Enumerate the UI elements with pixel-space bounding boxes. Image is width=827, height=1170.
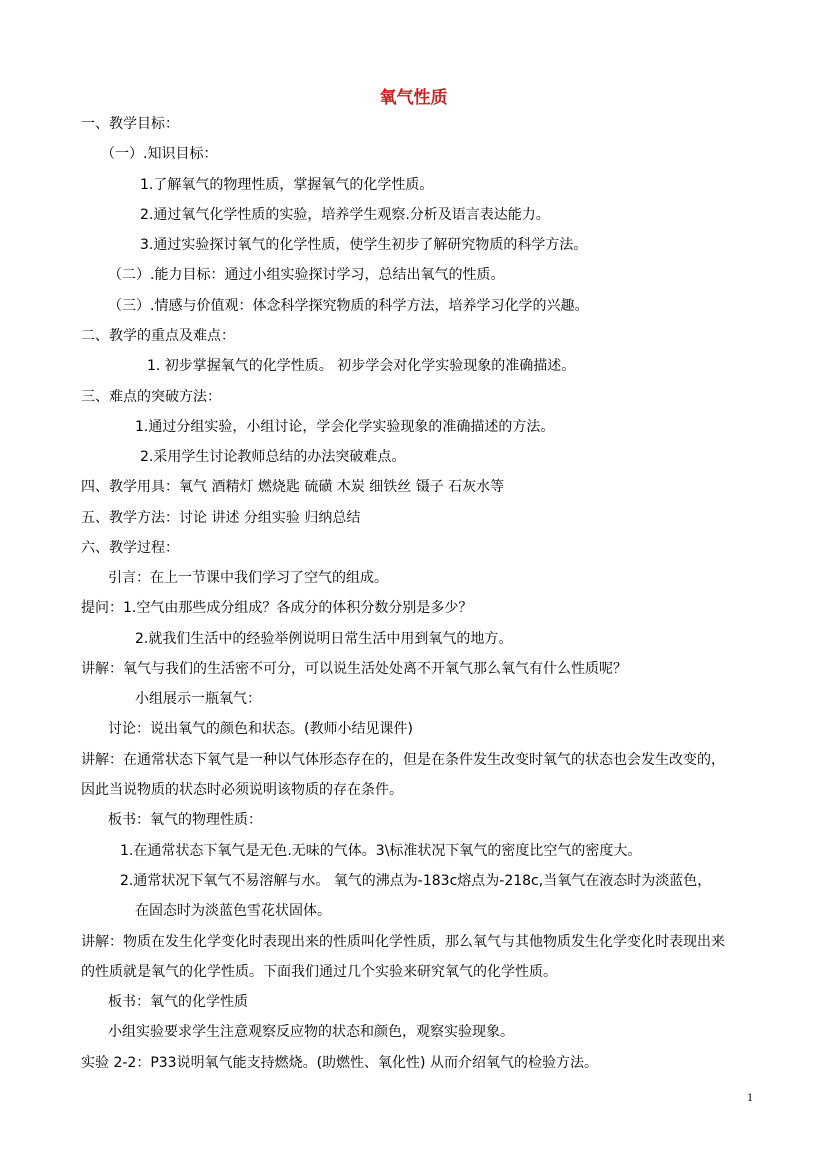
heading-teaching-methods: 五、教学方法：讨论 讲述 分组实验 归纳总结 [81, 510, 361, 526]
paragraph: 板书：氧气的化学性质 [108, 994, 248, 1010]
heading-teaching-process: 六、教学过程： [81, 540, 179, 556]
paragraph: 讲解：氧气与我们的生活密不可分，可以说生活处处离不开氧气那么氧气有什么性质呢？ [81, 661, 627, 677]
page-title: 氧气性质 [379, 88, 448, 108]
page-number: 1 [747, 1090, 753, 1104]
paragraph: 的性质就是氧气的化学性质。下面我们通过几个实验来研究氧气的化学性质。 [81, 964, 557, 980]
paragraph: 小组实验要求学生注意观察反应物的状态和颜色，观察实验现象。 [108, 1024, 514, 1040]
list-item: 1.通过分组实验，小组讨论，学会化学实验现象的准确描述的方法。 [135, 419, 555, 435]
paragraph: 讨论：说出氧气的颜色和状态。(教师小结见课件) [108, 721, 413, 737]
paragraph: 提问：1.空气由那些成分组成？各成分的体积分数分别是多少？ [81, 600, 473, 616]
list-item: 1.在通常状态下氧气是无色.无味的气体。3\标准状况下氧气的密度比空气的密度大。 [120, 843, 642, 859]
list-item: 在固态时为淡蓝色雪花状固体。 [135, 903, 331, 919]
paragraph: 板书：氧气的物理性质： [108, 812, 262, 828]
list-item: 3.通过实验探讨氧气的化学性质，使学生初步了解研究物质的科学方法。 [140, 237, 588, 253]
paragraph: 实验 2-2：P33说明氧气能支持燃烧。(助燃性、氧化性) 从而介绍氧气的检验方法。 [81, 1055, 598, 1071]
subheading-emotion-goals: （三）.情感与价值观：体念科学探究物质的科学方法，培养学习化学的兴趣。 [108, 298, 589, 314]
paragraph: 讲解：物质在发生化学变化时表现出来的性质叫化学性质，那么氧气与其他物质发生化学变化时表现出来 [81, 934, 725, 950]
list-item: 1. 初步掌握氧气的化学性质。 初步学会对化学实验现象的准确描述。 [147, 358, 576, 374]
paragraph: 引言：在上一节课中我们学习了空气的组成。 [108, 570, 388, 586]
list-item: 2.采用学生讨论教师总结的办法突破难点。 [140, 449, 406, 465]
subheading-knowledge-goals: （一）.知识目标： [101, 146, 218, 162]
paragraph: 因此当说物质的状态时必须说明该物质的存在条件。 [81, 782, 403, 798]
paragraph: 讲解：在通常状态下氧气是一种以气体形态存在的，但是在条件发生改变时氧气的状态也会发生改变的， [81, 752, 725, 768]
heading-key-points: 二、教学的重点及难点： [81, 328, 235, 344]
paragraph: 小组展示一瓶氧气： [135, 691, 261, 707]
list-item: 2.通常状况下氧气不易溶解与水。 氧气的沸点为-183c熔点为-218c,当氧气在液态时为淡蓝色， [120, 873, 712, 889]
heading-teaching-goals: 一、教学目标： [81, 116, 179, 132]
subheading-ability-goals: （二）.能力目标：通过小组实验探讨学习，总结出氧气的性质。 [108, 267, 505, 283]
heading-breakthrough-methods: 三、难点的突破方法： [81, 389, 221, 405]
heading-teaching-tools: 四、教学用具：氧气 酒精灯 燃烧匙 硫磺 木炭 细铁丝 镊子 石灰水等 [81, 479, 505, 495]
list-item: 2.通过氧气化学性质的实验，培养学生观察.分析及语言表达能力。 [140, 207, 550, 223]
list-item: 1.了解氧气的物理性质，掌握氧气的化学性质。 [140, 177, 434, 193]
paragraph: 2.就我们生活中的经验举例说明日常生活中用到氧气的地方。 [135, 631, 513, 647]
